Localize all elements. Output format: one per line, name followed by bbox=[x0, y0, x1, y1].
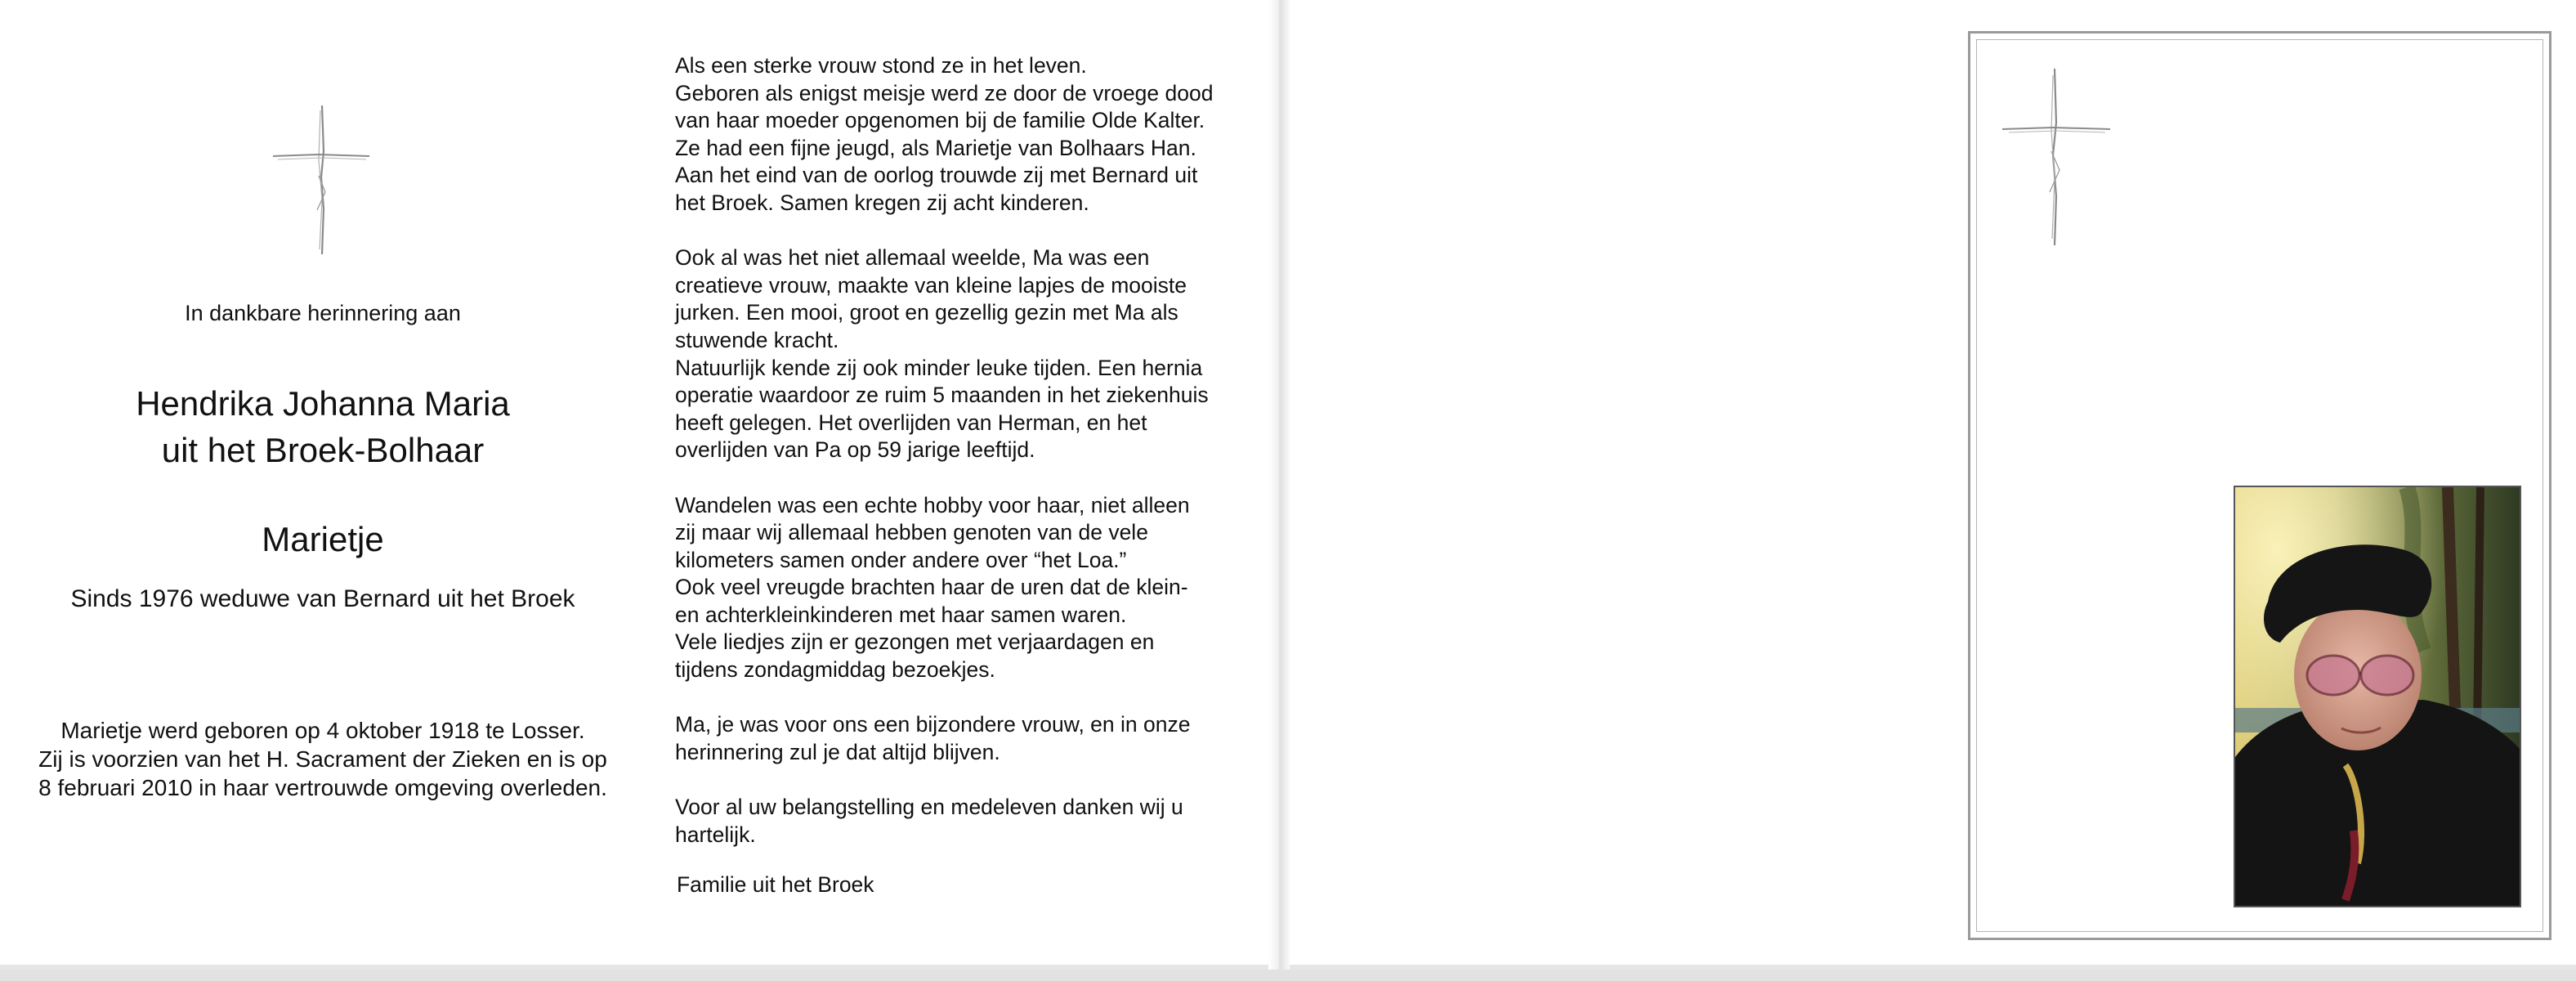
paragraph bbox=[675, 52, 1263, 217]
memorial-text-column bbox=[0, 0, 646, 970]
text-line: Als een sterke vrouw stond ze in het leven. bbox=[675, 53, 1087, 78]
text-line: en achterkleinkinderen met haar samen waren. bbox=[675, 602, 1127, 627]
text-line: het Broek. Samen kregen zij acht kinderen. bbox=[675, 190, 1089, 215]
paragraph bbox=[675, 492, 1263, 684]
portrait-photo bbox=[2234, 486, 2521, 907]
text-line: tijdens zondagmiddag bezoekjes. bbox=[675, 657, 995, 683]
intro-line: In dankbare herinnering aan bbox=[185, 301, 461, 325]
center-fold bbox=[1268, 0, 1290, 970]
text-line: Vele liedjes zijn er gezongen met verjaardagen en bbox=[675, 629, 1155, 655]
text-line: Wandelen was een echte hobby voor haar, niet alleen bbox=[675, 492, 1190, 517]
paragraph bbox=[675, 794, 1263, 849]
text-line: overlijden van Pa op 59 jarige leeftijd. bbox=[675, 437, 1035, 463]
text-line: kilometers samen onder andere over “het Loa.” bbox=[675, 547, 1127, 572]
cross-icon bbox=[270, 102, 373, 258]
text-line: heeft gelegen. Het overlijden van Herman, en het bbox=[675, 410, 1147, 435]
text-line: operatie waardoor ze ruim 5 maanden in het ziekenhuis bbox=[675, 383, 1209, 408]
text-line: Aan het eind van de oorlog trouwde zij met Bernard uit bbox=[675, 163, 1198, 188]
bio-line: 8 februari 2010 in haar vertrouwde omgeving overleden. bbox=[38, 775, 607, 800]
text-line: Ze had een fijne jeugd, als Marietje van Bolhaars Han. bbox=[675, 135, 1196, 160]
bio-line: Zij is voorzien van het H. Sacrament der Zieken en is op bbox=[38, 746, 607, 772]
bio-line: Marietje werd geboren op 4 oktober 1918 te Losser. bbox=[60, 718, 585, 743]
paragraph bbox=[675, 711, 1263, 766]
text-line: creatieve vrouw, maakte van kleine lapjes de mooiste bbox=[675, 272, 1187, 298]
text-line: Natuurlijk kende zij ook minder leuke tijden. Een hernia bbox=[675, 355, 1203, 380]
text-line: herinnering zul je dat altijd blijven. bbox=[675, 739, 1000, 764]
text-line: stuwende kracht. bbox=[675, 327, 839, 352]
biography bbox=[0, 716, 646, 802]
deceased-nickname: Marietje bbox=[262, 520, 384, 558]
bottom-edge bbox=[0, 970, 2576, 981]
family-signature: Familie uit het Broek bbox=[677, 872, 874, 897]
paragraph bbox=[675, 244, 1263, 464]
text-line: jurken. Een mooi, groot en gezellig gezin met Ma als bbox=[675, 300, 1178, 325]
widow-line: Sinds 1976 weduwe van Bernard uit het Broek bbox=[70, 585, 575, 612]
text-line: Voor al uw belangstelling en medeleven danken wij u bbox=[675, 795, 1183, 820]
deceased-name-line1: Hendrika Johanna Maria bbox=[136, 384, 510, 423]
text-line: van haar moeder opgenomen bij de familie Olde Kalter. bbox=[675, 108, 1205, 133]
text-line: hartelijk. bbox=[675, 822, 756, 847]
remembrance-text bbox=[675, 52, 1263, 876]
cross-icon bbox=[1999, 65, 2113, 249]
text-line: zij maar wij allemaal hebben genoten van de vele bbox=[675, 520, 1148, 545]
text-line: Geboren als enigst meisje werd ze door de vroege dood bbox=[675, 80, 1214, 105]
text-line: Ook al was het niet allemaal weelde, Ma was een bbox=[675, 245, 1150, 271]
text-line: Ook veel vreugde brachten haar de uren dat de klein- bbox=[675, 575, 1188, 600]
text-line: Ma, je was voor ons een bijzondere vrouw, en in onze bbox=[675, 712, 1191, 737]
deceased-name-line2: uit het Broek-Bolhaar bbox=[161, 431, 485, 469]
